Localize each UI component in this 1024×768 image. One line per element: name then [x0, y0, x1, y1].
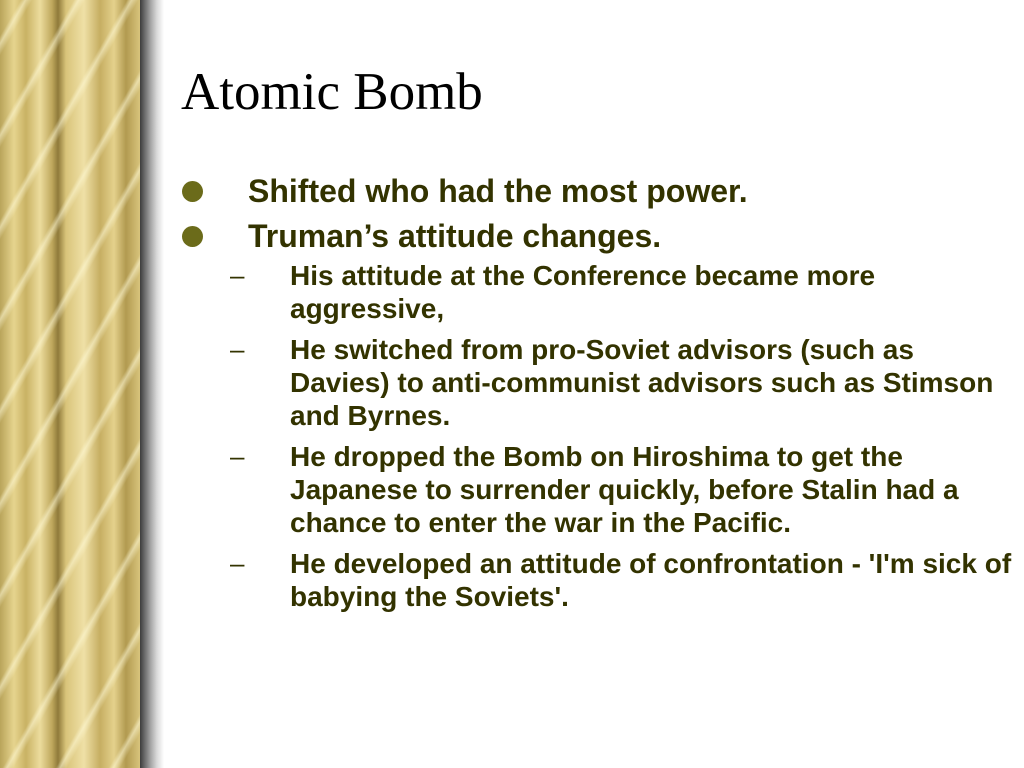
sub-bullet-item [182, 547, 1012, 613]
border-shadow [140, 0, 164, 768]
sub-bullet-item [182, 440, 1012, 539]
bullet-item [182, 169, 1012, 214]
sub-bullet-text: He switched from pro-Soviet advisors (such as Davies) to anti-communist advisors such as Stimson and Byrnes. [290, 334, 994, 431]
sub-bullet-text: He developed an attitude of confrontation - 'I'm sick of babying the Soviets'. [290, 548, 1012, 612]
slide-title: Atomic Bomb [181, 63, 483, 121]
sub-bullet-item [182, 259, 1012, 325]
bullet-text: Shifted who had the most power. [248, 173, 748, 209]
sub-bullet-item [182, 333, 1012, 432]
decorative-gold-border [0, 0, 140, 768]
dash-icon: – [230, 548, 245, 578]
dash-icon: – [230, 260, 245, 290]
bullet-text: Truman’s attitude changes. [248, 218, 662, 254]
sub-bullet-text: He dropped the Bomb on Hiroshima to get the Japanese to surrender quickly, before Stalin had a chance to enter the war in the Pacific. [290, 441, 959, 538]
dash-icon: – [230, 334, 245, 364]
slide-body [182, 169, 1012, 621]
bullet-dot-icon [182, 226, 203, 247]
bullet-item [182, 214, 1012, 259]
sub-bullet-text: His attitude at the Conference became more aggressive, [290, 260, 876, 324]
dash-icon: – [230, 441, 245, 471]
sub-bullet-list [182, 259, 1012, 613]
bullet-dot-icon [182, 181, 203, 202]
